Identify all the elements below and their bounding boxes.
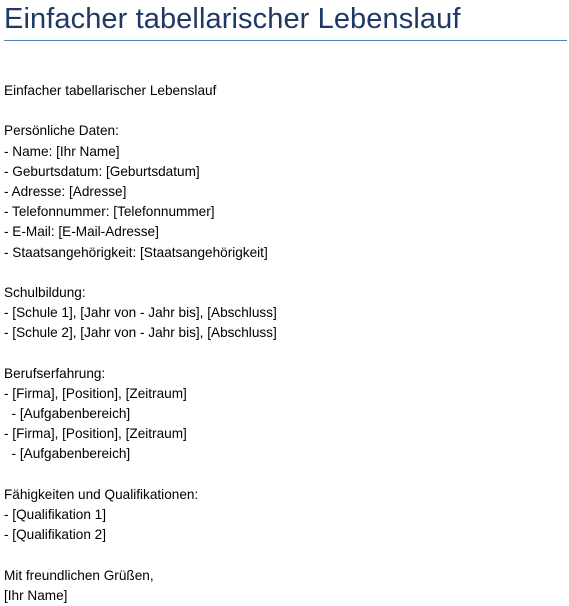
text-line: - Name: [Ihr Name] — [4, 143, 120, 159]
text-line: - [Schule 2], [Jahr von - Jahr bis], [Abschluss] — [4, 325, 277, 341]
blank-line — [4, 545, 567, 565]
text-line: Persönliche Daten: — [4, 123, 119, 139]
blank-line — [4, 465, 567, 485]
text-line: - [Aufgabenbereich] — [4, 406, 131, 421]
blank-line — [4, 263, 567, 283]
document-title: Einfacher tabellarischer Lebenslauf — [4, 3, 461, 35]
text-line: - Geburtsdatum: [Geburtsdatum] — [4, 163, 200, 179]
text-line: - [Firma], [Position], [Zeitraum] — [4, 385, 187, 401]
text-line: - E-Mail: [E-Mail-Adresse] — [4, 224, 159, 240]
text-line: Berufserfahrung: — [4, 365, 106, 381]
document — [4, 0, 567, 603]
text-line: Mit freundlichen Grüßen, — [4, 567, 154, 583]
blank-line — [4, 101, 567, 121]
blank-line — [4, 343, 567, 363]
text-line: - [Qualifikation 1] — [4, 506, 106, 522]
text-line: Schulbildung: — [4, 284, 86, 300]
text-line: Fähigkeiten und Qualifikationen: — [4, 486, 199, 502]
text-line: - Staatsangehörigkeit: [Staatsangehörigkeit] — [4, 244, 268, 260]
title-divider — [4, 40, 567, 41]
text-line: - [Schule 1], [Jahr von - Jahr bis], [Abschluss] — [4, 305, 277, 321]
text-line: - [Qualifikation 2] — [4, 527, 106, 543]
text-line: [Ihr Name] — [4, 587, 68, 603]
text-line: - Adresse: [Adresse] — [4, 183, 127, 199]
text-line: Einfacher tabellarischer Lebenslauf — [4, 83, 217, 98]
document-body — [4, 81, 567, 606]
text-line: - [Aufgabenbereich] — [4, 446, 131, 462]
text-line: - Telefonnummer: [Telefonnummer] — [4, 204, 215, 220]
text-line: - [Firma], [Position], [Zeitraum] — [4, 426, 187, 442]
